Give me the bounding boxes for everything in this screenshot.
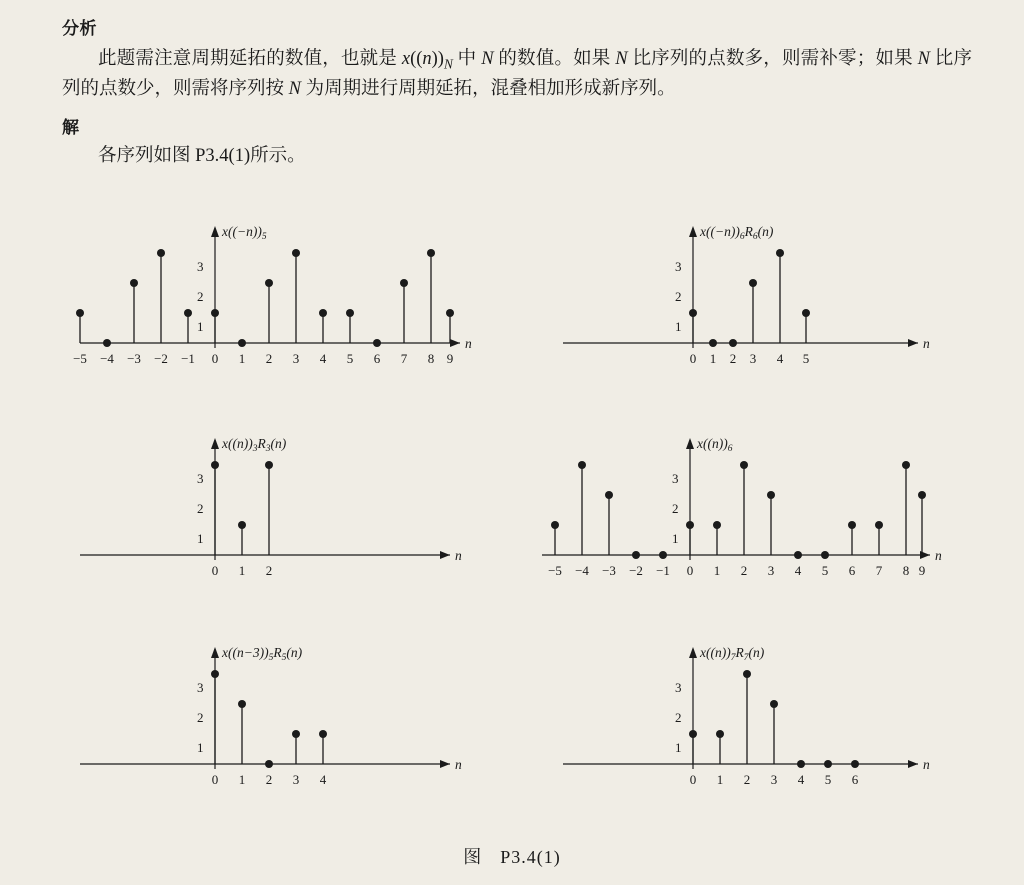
svg-text:4: 4	[319, 351, 327, 366]
figure-caption-label: 图	[463, 847, 483, 867]
svg-text:3: 3	[770, 772, 778, 787]
chart-6-axes	[563, 647, 918, 769]
heading-analysis: 分析	[62, 19, 97, 38]
svg-text:5: 5	[824, 772, 832, 787]
chart-2-xlabel: n	[923, 336, 930, 351]
chart-4-title: $x((n))_6$	[697, 436, 733, 454]
chart-4-ytick-3: 3	[672, 471, 679, 486]
chart-5-xticklabels	[212, 772, 327, 787]
chart-3-xlabel: n	[455, 548, 462, 563]
figure-caption-number: P3.4(1)	[500, 847, 561, 867]
chart-1-axes	[80, 226, 460, 348]
svg-text:2: 2	[265, 772, 273, 787]
svg-text:8: 8	[427, 351, 435, 366]
chart-6-ytick-2: 2	[675, 710, 682, 725]
svg-text:1: 1	[238, 563, 246, 578]
svg-text:2: 2	[265, 563, 273, 578]
chart-3-stems	[211, 461, 273, 555]
chart-2-axes	[563, 226, 918, 348]
figure-group	[0, 218, 1024, 828]
chart-1-title: $x((-n))_5$	[222, 224, 267, 242]
svg-text:−1: −1	[656, 563, 670, 578]
chart-3-ytick-1: 1	[197, 531, 204, 546]
y-axis-arrow	[686, 438, 694, 449]
svg-text:−3: −3	[602, 563, 616, 578]
x-axis-arrow	[908, 339, 918, 347]
svg-text:−5: −5	[73, 351, 87, 366]
chart-5	[60, 639, 480, 799]
svg-text:4: 4	[776, 351, 784, 366]
svg-text:−4: −4	[100, 351, 114, 366]
chart-2-stems	[689, 249, 810, 347]
svg-text:8: 8	[902, 563, 910, 578]
chart-3-axes	[80, 438, 450, 560]
chart-2-title: $x((-n))_6R_6(n)$	[700, 224, 774, 242]
svg-text:−2: −2	[629, 563, 643, 578]
chart-6-ytick-3: 3	[675, 680, 682, 695]
chart-1-xlabel: n	[465, 336, 472, 351]
chart-6-title: $x((n))_7R_7(n)$	[700, 645, 765, 663]
svg-text:5: 5	[346, 351, 354, 366]
x-axis-arrow	[450, 339, 460, 347]
y-axis-arrow	[211, 647, 219, 658]
svg-text:7: 7	[875, 563, 883, 578]
x-axis-arrow	[440, 760, 450, 768]
chart-3	[60, 430, 480, 590]
chart-5-ytick-3: 3	[197, 680, 204, 695]
chart-4-xticklabels	[548, 563, 925, 578]
svg-text:6: 6	[851, 772, 859, 787]
svg-text:3: 3	[749, 351, 757, 366]
chart-4-xlabel: n	[935, 548, 942, 563]
chart-3-ytick-3: 3	[197, 471, 204, 486]
chart-6-stems	[689, 670, 859, 768]
chart-6-xticklabels	[690, 772, 859, 787]
svg-text:3: 3	[292, 351, 300, 366]
heading-solution: 解	[62, 118, 79, 138]
chart-2-ytick-1: 1	[675, 319, 682, 334]
chart-5-xlabel: n	[455, 757, 462, 772]
chart-1	[60, 218, 490, 378]
y-axis-arrow	[211, 226, 219, 237]
svg-text:7: 7	[400, 351, 408, 366]
svg-text:1: 1	[716, 772, 724, 787]
chart-2-ytick-2: 2	[675, 289, 682, 304]
chart-3-ytick-2: 2	[197, 501, 204, 516]
chart-4-axes	[542, 438, 930, 560]
chart-5-ytick-1: 1	[197, 740, 204, 755]
svg-text:1: 1	[238, 772, 246, 787]
chart-2-xticklabels	[690, 351, 810, 366]
chart-4-ytick-2: 2	[672, 501, 679, 516]
svg-text:−3: −3	[127, 351, 141, 366]
svg-text:0: 0	[689, 351, 697, 366]
chart-5-stems	[211, 670, 327, 768]
chart-6-xlabel: n	[923, 757, 930, 772]
chart-1-ytick-2: 2	[197, 289, 204, 304]
svg-text:5: 5	[802, 351, 810, 366]
chart-5-ytick-2: 2	[197, 710, 204, 725]
x-axis-arrow	[440, 551, 450, 559]
chart-2-ytick-3: 3	[675, 259, 682, 274]
chart-1-ytick-1: 1	[197, 319, 204, 334]
text-body	[62, 14, 972, 172]
svg-text:3: 3	[767, 563, 775, 578]
chart-4-stems	[551, 461, 926, 559]
svg-text:9: 9	[446, 351, 454, 366]
svg-text:−1: −1	[181, 351, 195, 366]
svg-text:2: 2	[729, 351, 737, 366]
chart-1-stems	[76, 249, 454, 347]
svg-text:0: 0	[689, 772, 697, 787]
svg-text:5: 5	[821, 563, 829, 578]
svg-text:0: 0	[211, 772, 219, 787]
svg-text:0: 0	[686, 563, 694, 578]
svg-text:6: 6	[848, 563, 856, 578]
svg-text:2: 2	[265, 351, 273, 366]
chart-5-axes	[80, 647, 450, 769]
svg-text:6: 6	[373, 351, 381, 366]
y-axis-arrow	[689, 226, 697, 237]
svg-text:4: 4	[794, 563, 802, 578]
paragraph-solution: 各序列如图 P3.4(1)所示。	[98, 146, 306, 167]
y-axis-arrow	[211, 438, 219, 449]
chart-1-xticklabels	[73, 351, 453, 366]
svg-text:−5: −5	[548, 563, 562, 578]
paragraph-analysis: 此题需注意周期延拓的数值，也就是 $x((n))_N$ 中 N 的数值。如果 N 比序列的点数多，则需补零；如果 N 比序列的点数少，则需将序列按 N 为周期进行周期延拓，混叠相加形成新序列。	[62, 49, 972, 100]
chart-3-xticklabels	[212, 563, 273, 578]
chart-4	[530, 430, 960, 590]
y-axis-arrow	[689, 647, 697, 658]
svg-text:4: 4	[319, 772, 327, 787]
svg-text:2: 2	[743, 772, 751, 787]
svg-text:3: 3	[292, 772, 300, 787]
chart-4-ytick-1: 1	[672, 531, 679, 546]
figure-caption	[0, 843, 1024, 869]
svg-text:4: 4	[797, 772, 805, 787]
svg-text:0: 0	[211, 351, 219, 366]
svg-text:2: 2	[740, 563, 748, 578]
svg-text:−4: −4	[575, 563, 589, 578]
x-axis-arrow	[908, 760, 918, 768]
svg-text:1: 1	[238, 351, 246, 366]
svg-text:1: 1	[709, 351, 717, 366]
chart-2	[548, 218, 948, 378]
svg-text:1: 1	[713, 563, 721, 578]
chart-5-title: $x((n-3))_5R_5(n)$	[222, 645, 303, 663]
chart-1-ytick-3: 3	[197, 259, 204, 274]
chart-3-title: $x((n))_3R_3(n)$	[222, 436, 287, 454]
svg-text:−2: −2	[154, 351, 168, 366]
svg-text:0: 0	[211, 563, 219, 578]
chart-6	[548, 639, 948, 799]
svg-text:9: 9	[918, 563, 926, 578]
chart-6-ytick-1: 1	[675, 740, 682, 755]
